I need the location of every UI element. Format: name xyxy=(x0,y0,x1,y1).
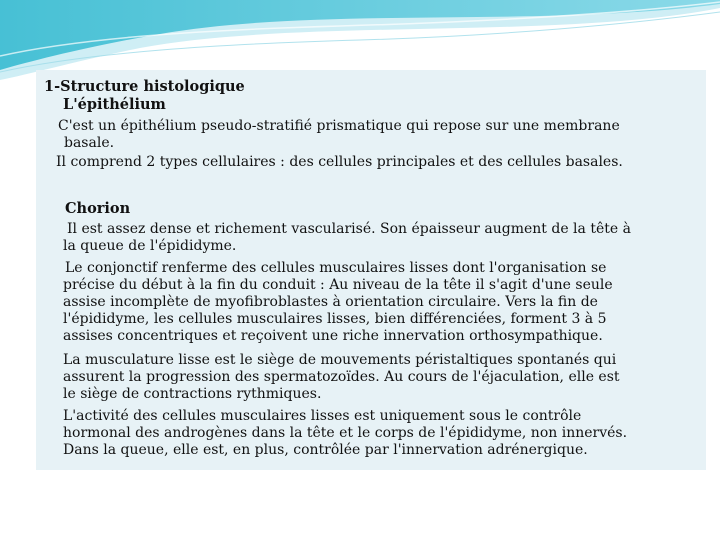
activity-paragraph xyxy=(63,408,627,459)
epithelium-title: L'épithélium xyxy=(63,96,166,113)
text-line: L'activité des cellules musculaires lisses est uniquement sous le contrôle xyxy=(63,408,582,424)
text-line: C'est un épithélium pseudo-stratifié prismatique qui repose sur une membrane xyxy=(58,118,620,134)
epithelium-text xyxy=(58,118,620,152)
slide-content xyxy=(36,70,706,470)
text-line: le siège de contractions rythmiques. xyxy=(63,386,322,402)
text-line: Dans la queue, elle est, en plus, contrôlée par l'innervation adrénergique. xyxy=(63,442,588,458)
text-line: assurent la progression des spermatozoïdes. Au cours de l'éjaculation, elle est xyxy=(63,369,620,385)
text-line: La musculature lisse est le siège de mouvements péristaltiques spontanés qui xyxy=(63,352,617,368)
text-line: l'épididyme, les cellules musculaires lisses, bien différenciées, forment 3 à 5 xyxy=(63,311,607,327)
chorion-paragraph-1 xyxy=(65,221,631,255)
chorion-title: Chorion xyxy=(65,200,131,217)
text-line: Le conjonctif renferme des cellules musculaires lisses dont l'organisation se xyxy=(65,260,607,276)
section-heading: 1-Structure histologique xyxy=(44,78,245,95)
text-line: assises concentriques et reçoivent une riche innervation orthosympathique. xyxy=(63,328,603,344)
epithelium-cell-types: Il comprend 2 types cellulaires : des cellules principales et des cellules basales. xyxy=(56,154,623,170)
text-line: hormonal des androgènes dans la tête et le corps de l'épididyme, non innervés. xyxy=(63,425,628,441)
text-line: précise du début à la fin du conduit : Au niveau de la tête il s'agit d'une seule xyxy=(63,277,613,293)
text-line: basale. xyxy=(64,135,115,151)
text-line: Il est assez dense et richement vascularisé. Son épaisseur augment de la tête à xyxy=(67,221,631,237)
text-line: assise incomplète de myofibroblastes à orientation circulaire. Vers la fin de xyxy=(63,294,598,310)
musculature-paragraph xyxy=(63,352,620,403)
chorion-paragraph-2 xyxy=(65,260,613,345)
text-line: la queue de l'épididyme. xyxy=(63,238,237,254)
